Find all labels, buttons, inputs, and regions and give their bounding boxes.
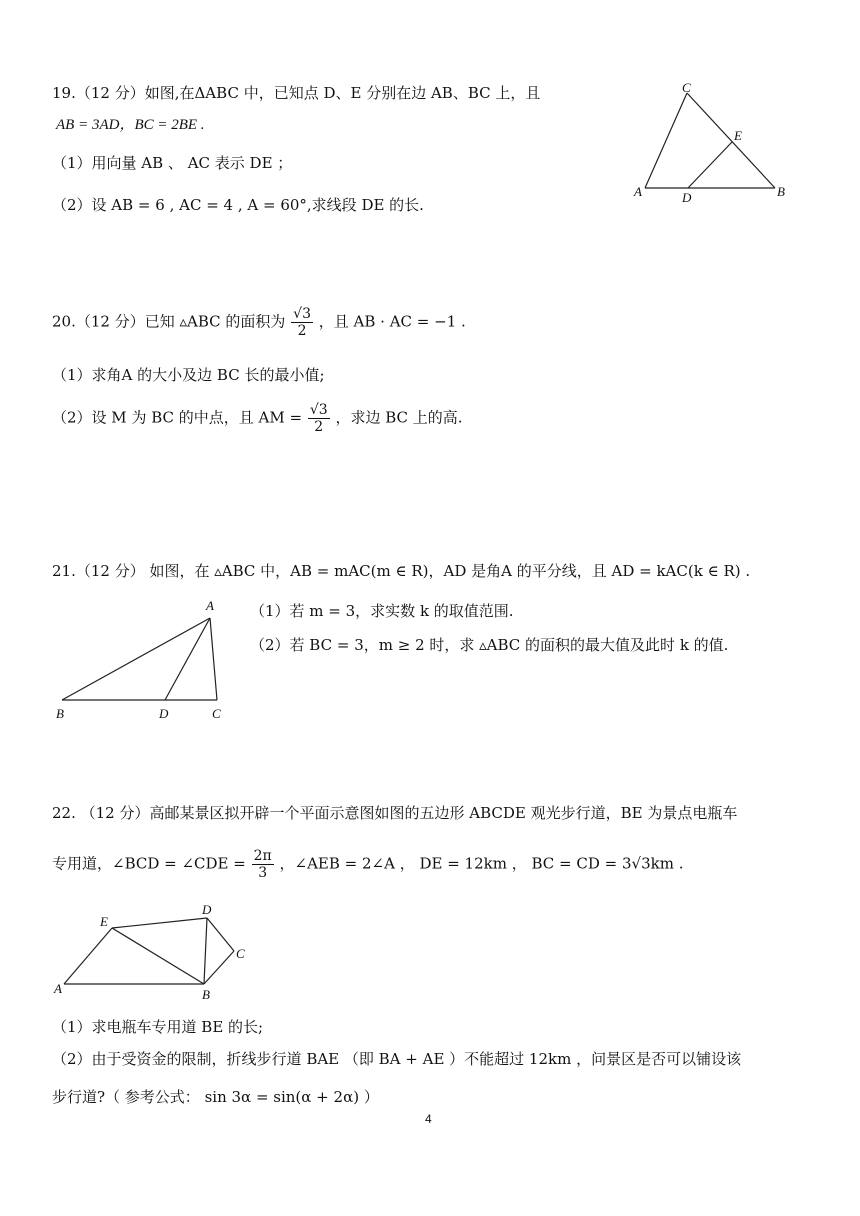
q22-line4: （2）由于受资金的限制，折线步行道 BAE （即 BA + AE ）不能超过 12km ，问景区是否可以铺设该 bbox=[52, 1050, 742, 1068]
q21-label-d: D bbox=[159, 706, 169, 721]
q19-label-a: A bbox=[634, 184, 642, 199]
q19-line3: （1）用向量 AB 、 AC 表示 DE ； bbox=[52, 154, 293, 172]
q22-fraction-numerator: 2π bbox=[253, 848, 272, 864]
q22-pentagon-figure bbox=[50, 896, 270, 1006]
q21-triangle-figure bbox=[50, 596, 240, 726]
q22-line5: 步行道?（ 参考公式： sin 3α = sin(α + 2α) ） bbox=[52, 1088, 379, 1106]
q22-line2-start: 专用道，∠BCD = ∠CDE = bbox=[52, 854, 246, 873]
q21-line2: （1）若 m = 3，求实数 k 的取值范围. bbox=[250, 602, 514, 620]
q20-line3-end: ，求边 BC 上的高. bbox=[335, 408, 463, 427]
q22-label-b: B bbox=[202, 987, 210, 1002]
q22-fraction-angle bbox=[252, 848, 274, 881]
q22-line2 bbox=[52, 848, 683, 881]
q20-fraction2-numerator: √3 bbox=[309, 402, 328, 418]
q20-line2: （1）求角A 的大小及边 BC 长的最小值; bbox=[52, 366, 325, 384]
q22-label-c: C bbox=[236, 946, 245, 961]
q21-line1: 21.（12 分） 如图，在 ▵ABC 中，AB = mAC(m ∈ R)，AD 是角A 的平分线，且 AD = kAC(k ∈ R) . bbox=[52, 562, 751, 580]
q22-label-d: D bbox=[202, 902, 212, 917]
q19-line1: 19.（12 分）如图,在ΔABC 中，已知点 D、E 分别在边 AB、BC 上，且 bbox=[52, 84, 541, 102]
q20-fraction-numerator: √3 bbox=[293, 306, 311, 322]
q20-fraction-denominator: 2 bbox=[297, 323, 307, 339]
q22-line3: （1）求电瓶车专用道 BE 的长; bbox=[52, 1018, 264, 1036]
q19-line2: AB = 3AD，BC = 2BE . bbox=[56, 117, 205, 133]
q20-fraction-area bbox=[291, 306, 313, 339]
q20-fraction-am bbox=[308, 402, 330, 435]
q19-triangle-figure bbox=[620, 78, 800, 208]
q20-line1 bbox=[52, 306, 466, 339]
q20-line3 bbox=[52, 402, 463, 435]
q22-label-a: A bbox=[54, 981, 62, 996]
q19-label-b: B bbox=[777, 184, 785, 199]
q22-fraction-denominator: 3 bbox=[258, 865, 268, 881]
q22-label-e: E bbox=[100, 914, 108, 929]
q20-line1-end: ，且 AB · AC = −1 . bbox=[318, 312, 466, 331]
q19-label-c: C bbox=[682, 80, 691, 95]
q19-label-e: E bbox=[734, 128, 742, 143]
q19-label-d: D bbox=[682, 190, 692, 205]
q20-line1-start: 20.（12 分）已知 ▵ABC 的面积为 bbox=[52, 312, 286, 331]
q20-line3-start: （2）设 M 为 BC 的中点，且 AM = bbox=[52, 408, 303, 427]
q22-line2-end: ，∠AEB = 2∠A ， DE = 12km ， BC = CD = 3√3km . bbox=[279, 854, 684, 873]
q21-label-b: B bbox=[56, 706, 64, 721]
q20-fraction2-denominator: 2 bbox=[314, 419, 324, 435]
q21-label-c: C bbox=[212, 706, 221, 721]
page-number: 4 bbox=[425, 1112, 432, 1126]
q19-line4: （2）设 AB = 6 , AC = 4 , A = 60°,求线段 DE 的长. bbox=[52, 196, 424, 214]
q21-line3: （2）若 BC = 3，m ≥ 2 时，求 ▵ABC 的面积的最大值及此时 k 的值. bbox=[250, 636, 729, 654]
q21-label-a: A bbox=[206, 598, 214, 613]
q22-line1: 22. （12 分）高邮某景区拟开辟一个平面示意图如图的五边形 ABCDE 观光步行道，BE 为景点电瓶车 bbox=[52, 804, 738, 822]
